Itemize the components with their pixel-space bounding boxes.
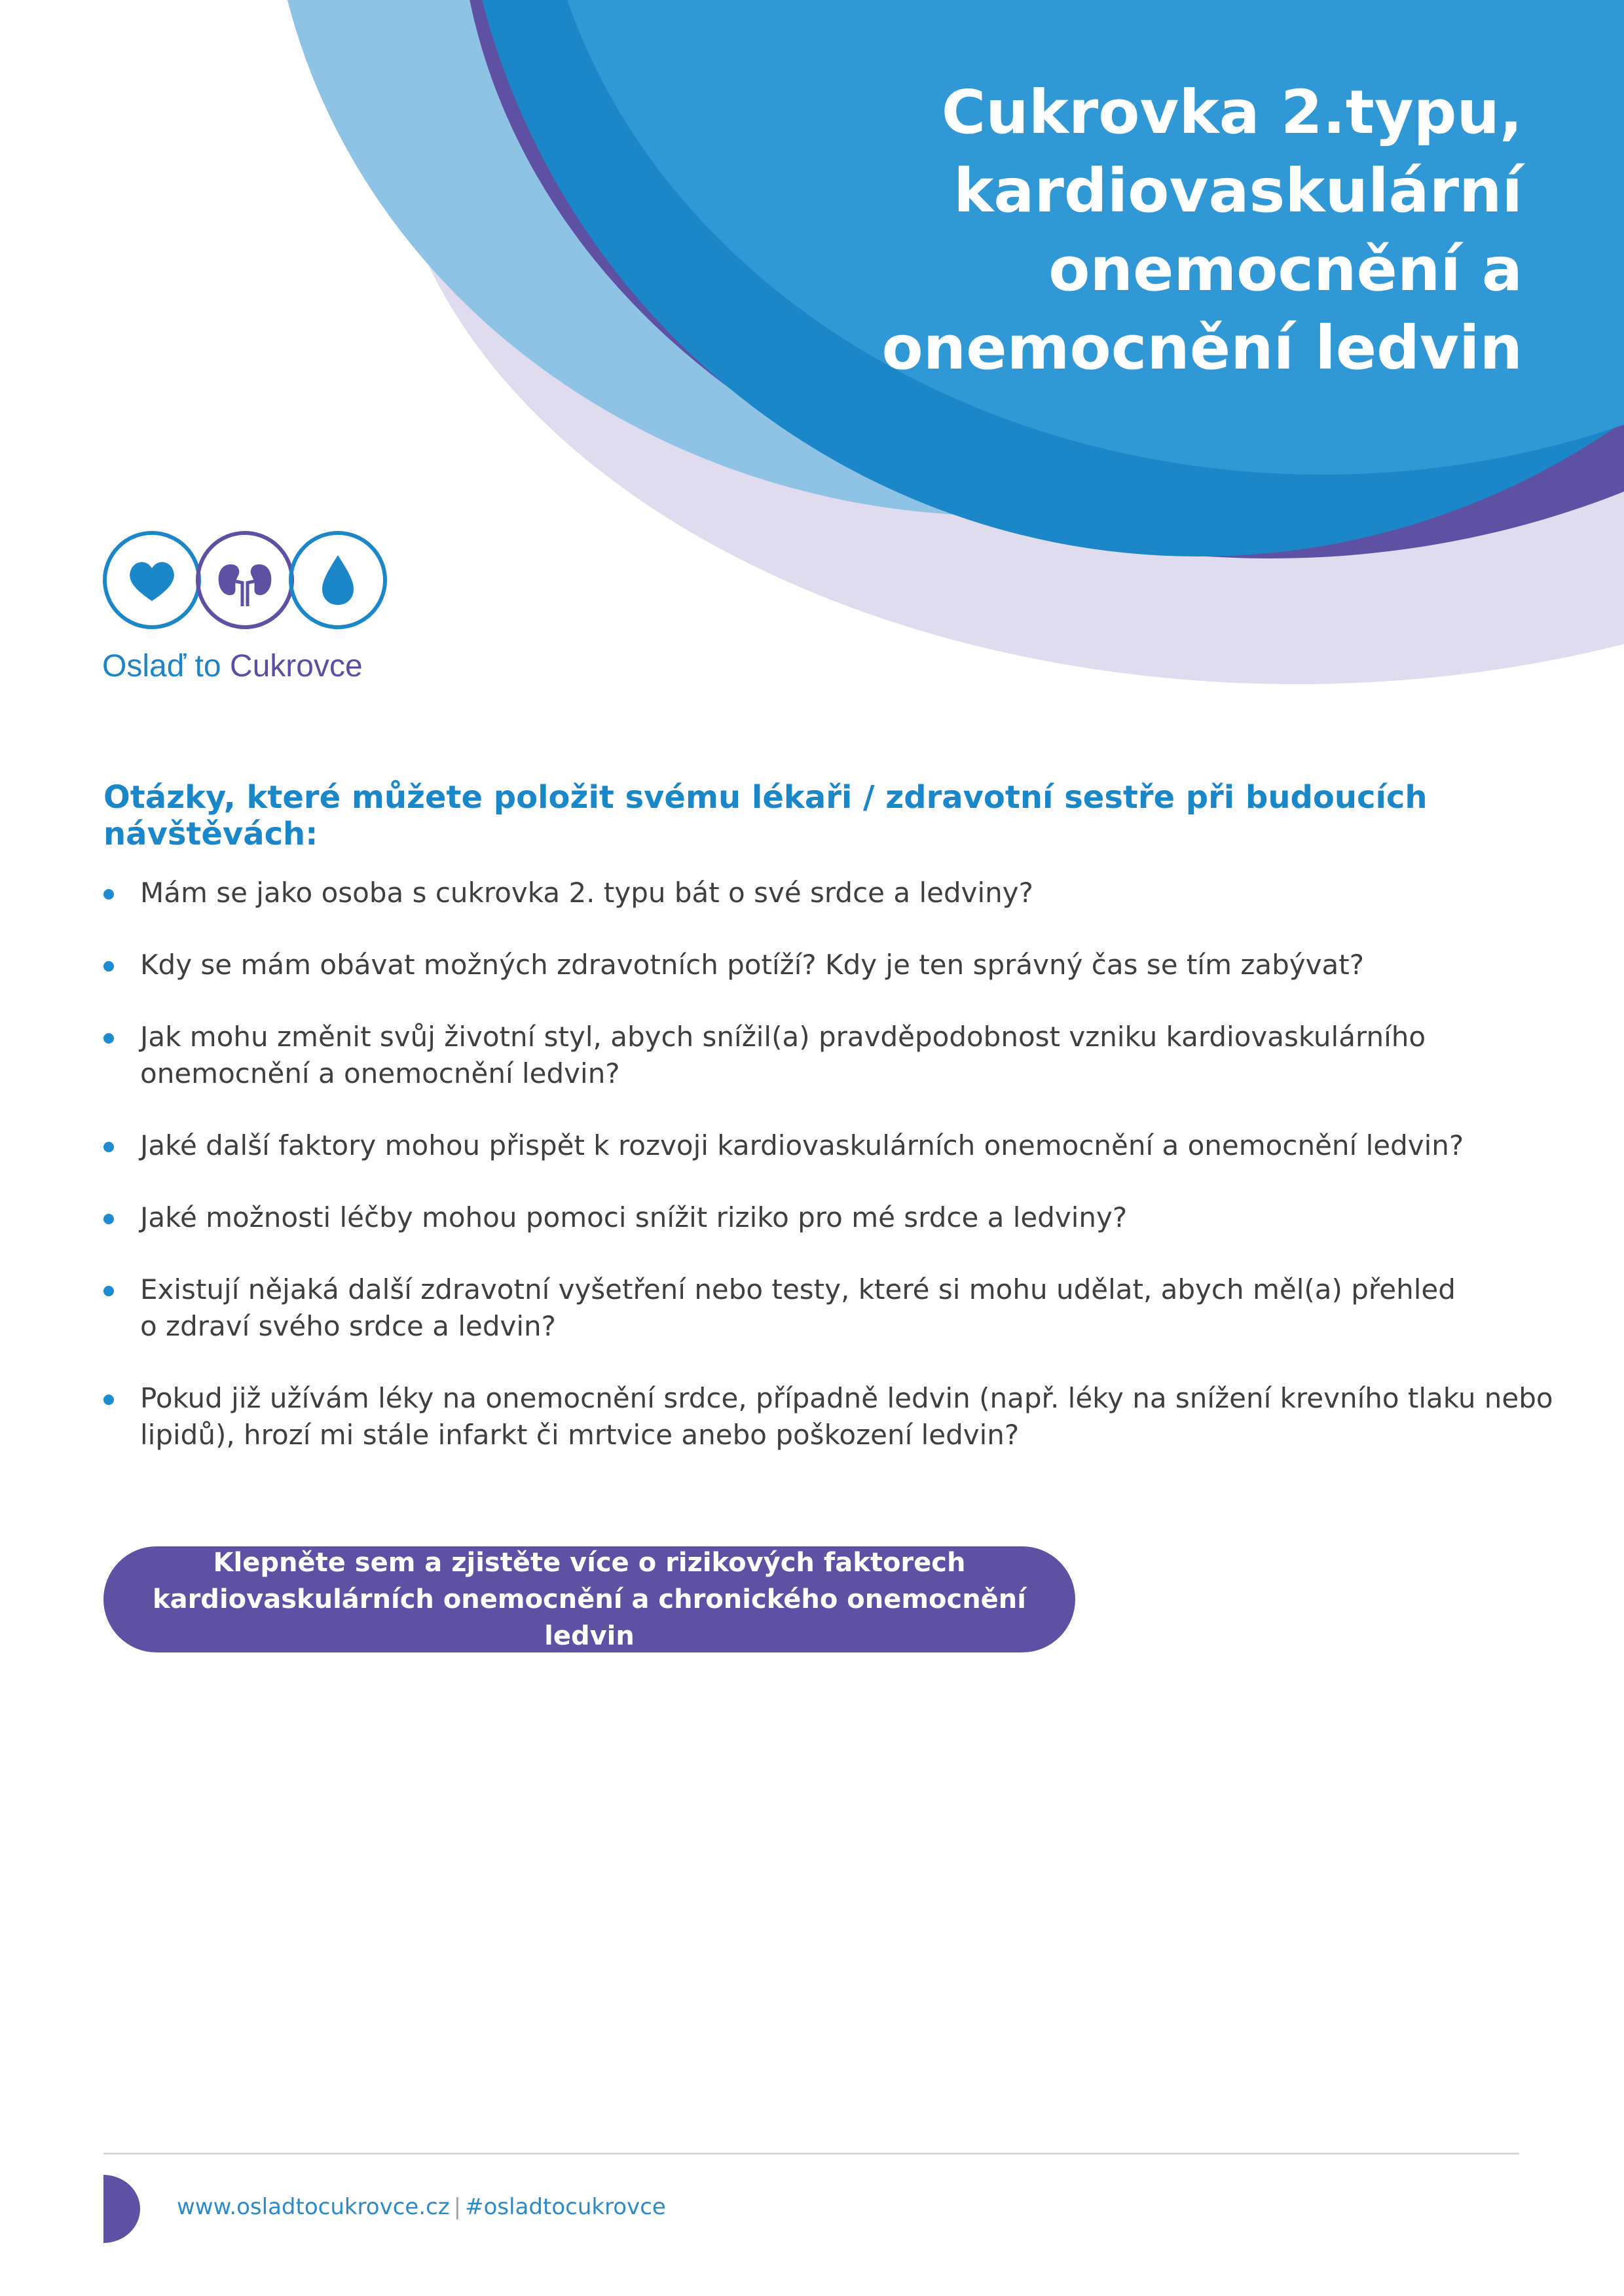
- brand-name-part2: Cukrovce: [229, 649, 363, 683]
- bullet-icon: [103, 1142, 114, 1152]
- list-item: [103, 1271, 1531, 1345]
- question-line: Pokud již užívám léky na onemocnění srdce, případně ledvin (např. léky na snížení krevního tlaku nebo: [140, 1382, 1553, 1414]
- question-line: Jaké možnosti léčby mohou pomoci snížit riziko pro mé srdce a ledviny?: [140, 1201, 1128, 1233]
- bullet-icon: [103, 889, 114, 900]
- bullet-icon: [103, 961, 114, 972]
- drop-icon: [291, 533, 385, 627]
- footer-links: [177, 2194, 666, 2220]
- title-line: Cukrovka 2.typu,: [941, 77, 1522, 147]
- cta-line: Klepněte sem a zjistěte více o rizikových faktorech: [213, 1548, 966, 1578]
- brand-name-part1: Oslaď to: [102, 649, 221, 683]
- bullet-icon: [103, 1214, 114, 1224]
- title-line: kardiovaskulární: [953, 156, 1522, 226]
- hashtag-link[interactable]: #osladtocukrovce: [465, 2194, 666, 2220]
- title-line: onemocnění ledvin: [881, 313, 1522, 383]
- brand-name: [102, 648, 363, 684]
- question-line: Kdy se mám obávat možných zdravotních potíží? Kdy je ten správný čas se tím zabývat?: [140, 949, 1364, 981]
- bullet-icon: [103, 1394, 114, 1405]
- kidneys-icon: [198, 533, 292, 627]
- questions-intro: Otázky, které můžete položit svému lékaři / zdravotní sestře při budoucích návštěvách:: [103, 779, 1428, 852]
- questions-list: [103, 875, 1553, 1453]
- list-item: [103, 1380, 1553, 1453]
- half-circle-icon: [103, 2175, 140, 2243]
- question-line: Existují nějaká další zdravotní vyšetření nebo testy, které si mohu udělat, abych měl(a) přehled: [140, 1273, 1456, 1305]
- website-link[interactable]: www.osladtocukrovce.cz: [177, 2194, 450, 2220]
- list-item: [103, 1019, 1531, 1092]
- page-title: [737, 73, 1522, 388]
- footer-divider: [103, 2153, 1519, 2155]
- question-line: Jak mohu změnit svůj životní styl, abych snížil(a) pravděpodobnost vzniku kardiovaskulárního: [140, 1021, 1426, 1053]
- footer-separator: |: [453, 2194, 462, 2220]
- bullet-icon: [103, 1286, 114, 1296]
- question-line: o zdraví svého srdce a ledvin?: [140, 1310, 556, 1342]
- cta-line: kardiovaskulárních onemocnění a chronického onemocnění ledvin: [152, 1584, 1026, 1651]
- question-line: Mám se jako osoba s cukrovka 2. typu bát o své srdce a ledviny?: [140, 877, 1033, 909]
- question-line: lipidů), hrozí mi stále infarkt či mrtvice anebo poškození ledvin?: [140, 1419, 1020, 1451]
- title-line: onemocnění a: [1048, 234, 1522, 304]
- list-item: [103, 947, 1531, 983]
- risk-factors-link-button[interactable]: [103, 1546, 1075, 1652]
- list-item: [103, 1127, 1531, 1164]
- question-line: onemocnění a onemocnění ledvin?: [140, 1057, 620, 1089]
- list-item: [103, 1199, 1531, 1236]
- question-line: Jaké další faktory mohou přispět k rozvoji kardiovaskulárních onemocnění a onemocnění ledvin?: [140, 1129, 1464, 1161]
- bullet-icon: [103, 1033, 114, 1044]
- list-item: [103, 875, 1531, 911]
- heart-icon: [105, 533, 199, 627]
